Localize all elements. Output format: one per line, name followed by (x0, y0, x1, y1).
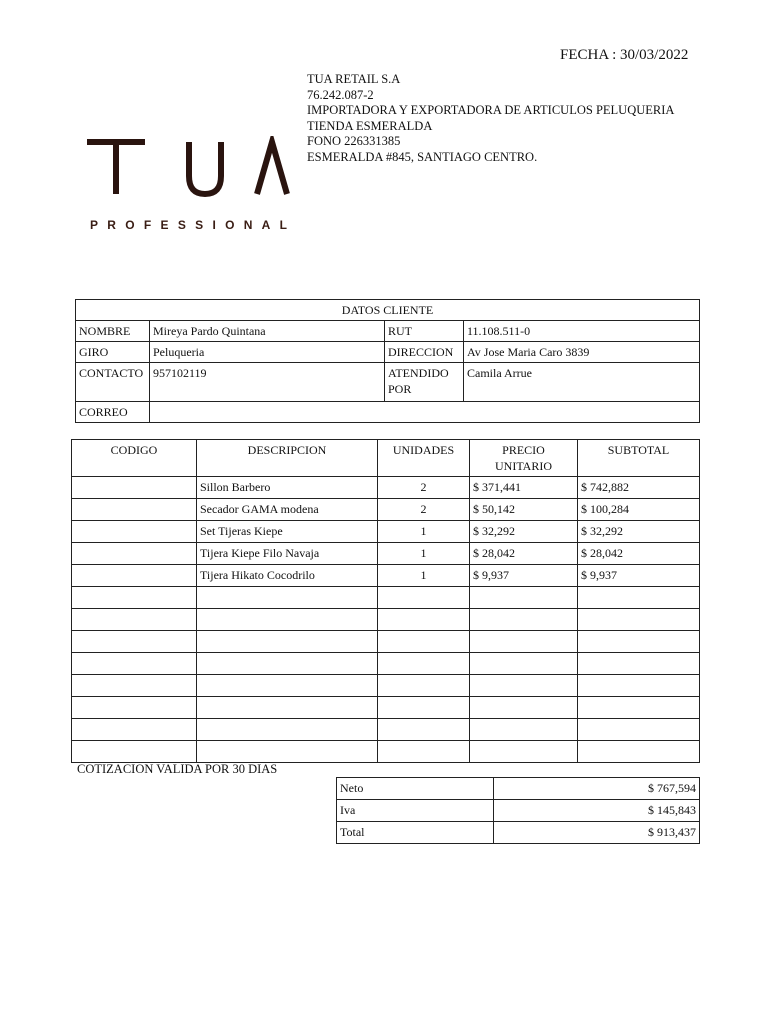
item-codigo (72, 477, 197, 499)
table-row (72, 609, 700, 631)
item-precio-unitario: $ 32,292 (470, 521, 578, 543)
item-codigo (72, 565, 197, 587)
table-row (72, 697, 700, 719)
company-phone: FONO 226331385 (307, 134, 401, 148)
logo-subtitle: PROFESSIONAL (90, 218, 297, 232)
table-row (72, 631, 700, 653)
table-row (72, 653, 700, 675)
table-row (72, 521, 700, 543)
company-store: TIENDA ESMERALDA (307, 118, 433, 133)
header-descripcion: DESCRIPCION (197, 440, 378, 477)
item-unidades: 1 (378, 565, 470, 587)
item-codigo (72, 499, 197, 521)
tua-logo (85, 136, 295, 236)
validity-note: COTIZACION VALIDA POR 30 DIAS (77, 762, 278, 776)
item-codigo (72, 697, 197, 719)
item-subtotal (578, 697, 700, 719)
client-table-title: DATOS CLIENTE (76, 300, 700, 321)
item-codigo (72, 631, 197, 653)
header-subtotal: SUBTOTAL (578, 440, 700, 477)
totals-table (336, 777, 700, 844)
item-subtotal (578, 631, 700, 653)
item-unidades: 2 (378, 477, 470, 499)
table-row (72, 675, 700, 697)
item-codigo (72, 543, 197, 565)
item-precio-unitario (470, 741, 578, 763)
items-table (71, 439, 700, 763)
item-subtotal (578, 741, 700, 763)
giro-label: GIRO (76, 342, 150, 363)
direccion-value: Av Jose Maria Caro 3839 (464, 342, 700, 363)
item-precio-unitario: $ 371,441 (470, 477, 578, 499)
item-codigo (72, 609, 197, 631)
item-precio-unitario: $ 50,142 (470, 499, 578, 521)
totals-row-iva (337, 800, 700, 822)
rut-value: 11.108.511-0 (464, 321, 700, 342)
table-row (72, 587, 700, 609)
table-row (72, 565, 700, 587)
iva-value: $ 145,843 (494, 800, 700, 822)
item-precio-unitario (470, 653, 578, 675)
item-unidades (378, 697, 470, 719)
item-descripcion (197, 719, 378, 741)
neto-value: $ 767,594 (494, 778, 700, 800)
totals-row-neto (337, 778, 700, 800)
table-row (72, 741, 700, 763)
correo-value (150, 402, 700, 423)
item-subtotal (578, 675, 700, 697)
item-subtotal (578, 587, 700, 609)
date-label: FECHA : 30/03/2022 (560, 47, 689, 63)
item-subtotal (578, 609, 700, 631)
atendido-label: ATENDIDO POR (385, 363, 464, 402)
item-unidades (378, 653, 470, 675)
item-codigo (72, 521, 197, 543)
item-subtotal (578, 653, 700, 675)
item-descripcion: Sillon Barbero (197, 477, 378, 499)
giro-value: Peluqueria (150, 342, 385, 363)
item-precio-unitario (470, 719, 578, 741)
item-descripcion (197, 653, 378, 675)
item-descripcion (197, 697, 378, 719)
item-descripcion (197, 741, 378, 763)
item-subtotal: $ 100,284 (578, 499, 700, 521)
company-business: IMPORTADORA Y EXPORTADORA DE ARTICULOS PELUQUERIA (307, 103, 675, 117)
table-row (72, 543, 700, 565)
company-address: ESMERALDA #845, SANTIAGO CENTRO. (307, 149, 538, 164)
item-codigo (72, 653, 197, 675)
item-precio-unitario: $ 9,937 (470, 565, 578, 587)
item-precio-unitario (470, 697, 578, 719)
nombre-label: NOMBRE (76, 321, 150, 342)
item-unidades (378, 719, 470, 741)
item-descripcion: Tijera Kiepe Filo Navaja (197, 543, 378, 565)
item-descripcion (197, 609, 378, 631)
header-precio-unitario: PRECIO UNITARIO (470, 440, 578, 477)
item-descripcion: Secador GAMA modena (197, 499, 378, 521)
item-precio-unitario (470, 631, 578, 653)
correo-label: CORREO (76, 402, 150, 423)
item-subtotal (578, 719, 700, 741)
tua-logo-mark (85, 136, 295, 200)
item-unidades: 1 (378, 543, 470, 565)
table-row (72, 477, 700, 499)
item-codigo (72, 675, 197, 697)
table-row (72, 719, 700, 741)
item-unidades (378, 587, 470, 609)
item-codigo (72, 741, 197, 763)
rut-label: RUT (385, 321, 464, 342)
item-subtotal: $ 9,937 (578, 565, 700, 587)
contacto-value: 957102119 (150, 363, 385, 402)
item-descripcion (197, 675, 378, 697)
company-info (307, 72, 674, 165)
item-codigo (72, 587, 197, 609)
item-unidades: 2 (378, 499, 470, 521)
item-codigo (72, 719, 197, 741)
total-label: Total (337, 822, 494, 844)
totals-row-total (337, 822, 700, 844)
neto-label: Neto (337, 778, 494, 800)
total-value: $ 913,437 (494, 822, 700, 844)
item-unidades (378, 741, 470, 763)
item-unidades: 1 (378, 521, 470, 543)
item-descripcion: Set Tijeras Kiepe (197, 521, 378, 543)
item-unidades (378, 609, 470, 631)
company-name: TUA RETAIL S.A (307, 72, 401, 86)
item-precio-unitario (470, 609, 578, 631)
item-subtotal: $ 32,292 (578, 521, 700, 543)
company-rut: 76.242.087-2 (307, 87, 374, 102)
item-descripcion (197, 587, 378, 609)
item-subtotal: $ 28,042 (578, 543, 700, 565)
direccion-label: DIRECCION (385, 342, 464, 363)
iva-label: Iva (337, 800, 494, 822)
item-unidades (378, 631, 470, 653)
header-unidades: UNIDADES (378, 440, 470, 477)
client-data-table (75, 299, 700, 423)
item-subtotal: $ 742,882 (578, 477, 700, 499)
nombre-value: Mireya Pardo Quintana (150, 321, 385, 342)
item-unidades (378, 675, 470, 697)
item-precio-unitario (470, 675, 578, 697)
item-descripcion (197, 631, 378, 653)
item-precio-unitario: $ 28,042 (470, 543, 578, 565)
contacto-label: CONTACTO (76, 363, 150, 402)
atendido-value: Camila Arrue (464, 363, 700, 402)
header-codigo: CODIGO (72, 440, 197, 477)
item-precio-unitario (470, 587, 578, 609)
table-row (72, 499, 700, 521)
item-descripcion: Tijera Hikato Cocodrilo (197, 565, 378, 587)
